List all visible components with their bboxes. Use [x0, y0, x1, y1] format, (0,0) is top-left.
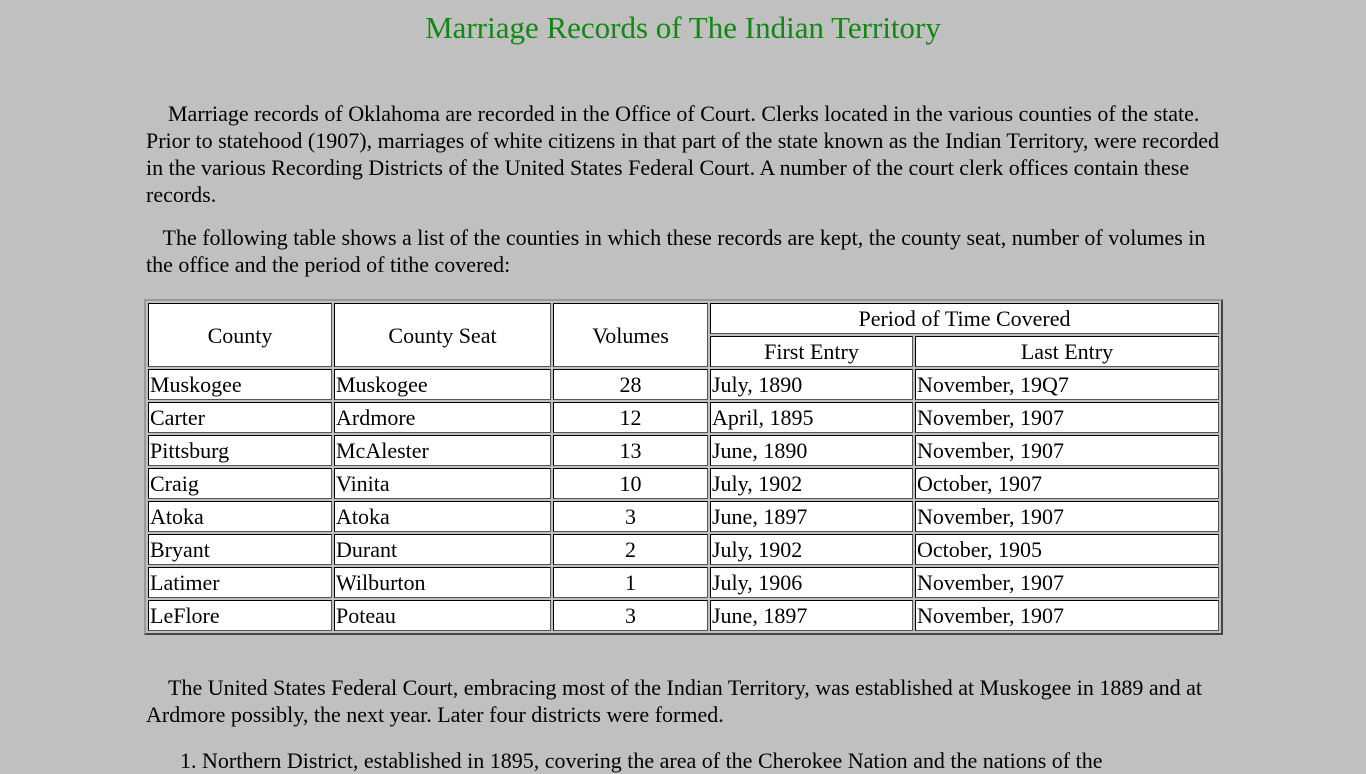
- cell-volumes: 10: [553, 468, 708, 499]
- cell-county: Atoka: [148, 501, 332, 532]
- district-list: [146, 747, 1224, 774]
- cell-last-entry: October, 1907: [915, 468, 1219, 499]
- table-row: [148, 567, 1219, 598]
- page-title: Marriage Records of The Indian Territory: [425, 10, 941, 45]
- cell-county: Carter: [148, 402, 332, 433]
- header-county: County: [148, 303, 332, 367]
- cell-volumes: 3: [553, 501, 708, 532]
- cell-first-entry: June, 1897: [710, 501, 913, 532]
- table-row: [148, 468, 1219, 499]
- intro-text-1: Marriage records of Oklahoma are recorded in the Office of Court. Clerks located in the various counties of the state. Prior to statehood (1907), marriages of white citizens in that part of the state known as the Indian Territory, were recorded in the various Recording Districts of the United States Federal Court. A number of the court clerk offices contain these records.: [146, 101, 1220, 207]
- cell-first-entry: June, 1890: [710, 435, 913, 466]
- header-last-entry: Last Entry: [915, 336, 1219, 367]
- cell-volumes: 2: [553, 534, 708, 565]
- paragraph-3-text: The United States Federal Court, embracing most of the Indian Territory, was established at Muskogee in 1889 and at Ardmore possibly, the next year. Later four districts were formed.: [146, 675, 1203, 727]
- records-table: [144, 299, 1223, 635]
- cell-county-seat: McAlester: [334, 435, 551, 466]
- intro-paragraph-1: [146, 100, 1224, 208]
- table-row: [148, 501, 1219, 532]
- header-first-entry: First Entry: [710, 336, 913, 367]
- table-row: [148, 534, 1219, 565]
- cell-county-seat: Wilburton: [334, 567, 551, 598]
- cell-last-entry: November, 1907: [915, 435, 1219, 466]
- cell-county-seat: Ardmore: [334, 402, 551, 433]
- table-row: [148, 369, 1219, 400]
- cell-volumes: 3: [553, 600, 708, 631]
- cell-county: Muskogee: [148, 369, 332, 400]
- cell-volumes: 1: [553, 567, 708, 598]
- cell-county: Pittsburg: [148, 435, 332, 466]
- cell-last-entry: October, 1905: [915, 534, 1219, 565]
- cell-first-entry: July, 1906: [710, 567, 913, 598]
- cell-first-entry: July, 1902: [710, 534, 913, 565]
- header-county-seat: County Seat: [334, 303, 551, 367]
- cell-last-entry: November, 1907: [915, 567, 1219, 598]
- intro-paragraph-2: [146, 224, 1224, 278]
- cell-county-seat: Vinita: [334, 468, 551, 499]
- table-row: [148, 402, 1219, 433]
- cell-first-entry: July, 1902: [710, 468, 913, 499]
- paragraph-3: [146, 674, 1224, 728]
- cell-volumes: 28: [553, 369, 708, 400]
- cell-county-seat: Durant: [334, 534, 551, 565]
- cell-first-entry: June, 1897: [710, 600, 913, 631]
- cell-first-entry: July, 1890: [710, 369, 913, 400]
- intro-text-2: The following table shows a list of the counties in which these records are kept, the county seat, number of volumes in the office and the period of tithe covered:: [146, 225, 1206, 277]
- cell-county: Bryant: [148, 534, 332, 565]
- table-row: [148, 600, 1219, 631]
- cell-county-seat: Muskogee: [334, 369, 551, 400]
- cell-first-entry: April, 1895: [710, 402, 913, 433]
- table-row: [148, 435, 1219, 466]
- header-volumes: Volumes: [553, 303, 708, 367]
- cell-county: LeFlore: [148, 600, 332, 631]
- cell-last-entry: November, 1907: [915, 501, 1219, 532]
- cell-county-seat: Poteau: [334, 600, 551, 631]
- cell-county: Latimer: [148, 567, 332, 598]
- cell-last-entry: November, 1907: [915, 600, 1219, 631]
- cell-last-entry: November, 19Q7: [915, 369, 1219, 400]
- cell-last-entry: November, 1907: [915, 402, 1219, 433]
- cell-volumes: 12: [553, 402, 708, 433]
- cell-volumes: 13: [553, 435, 708, 466]
- header-period: Period of Time Covered: [710, 303, 1219, 334]
- cell-county-seat: Atoka: [334, 501, 551, 532]
- list-item: 1. Northern District, established in 1895, covering the area of the Cherokee Nation and the nations of the: [202, 747, 1224, 774]
- cell-county: Craig: [148, 468, 332, 499]
